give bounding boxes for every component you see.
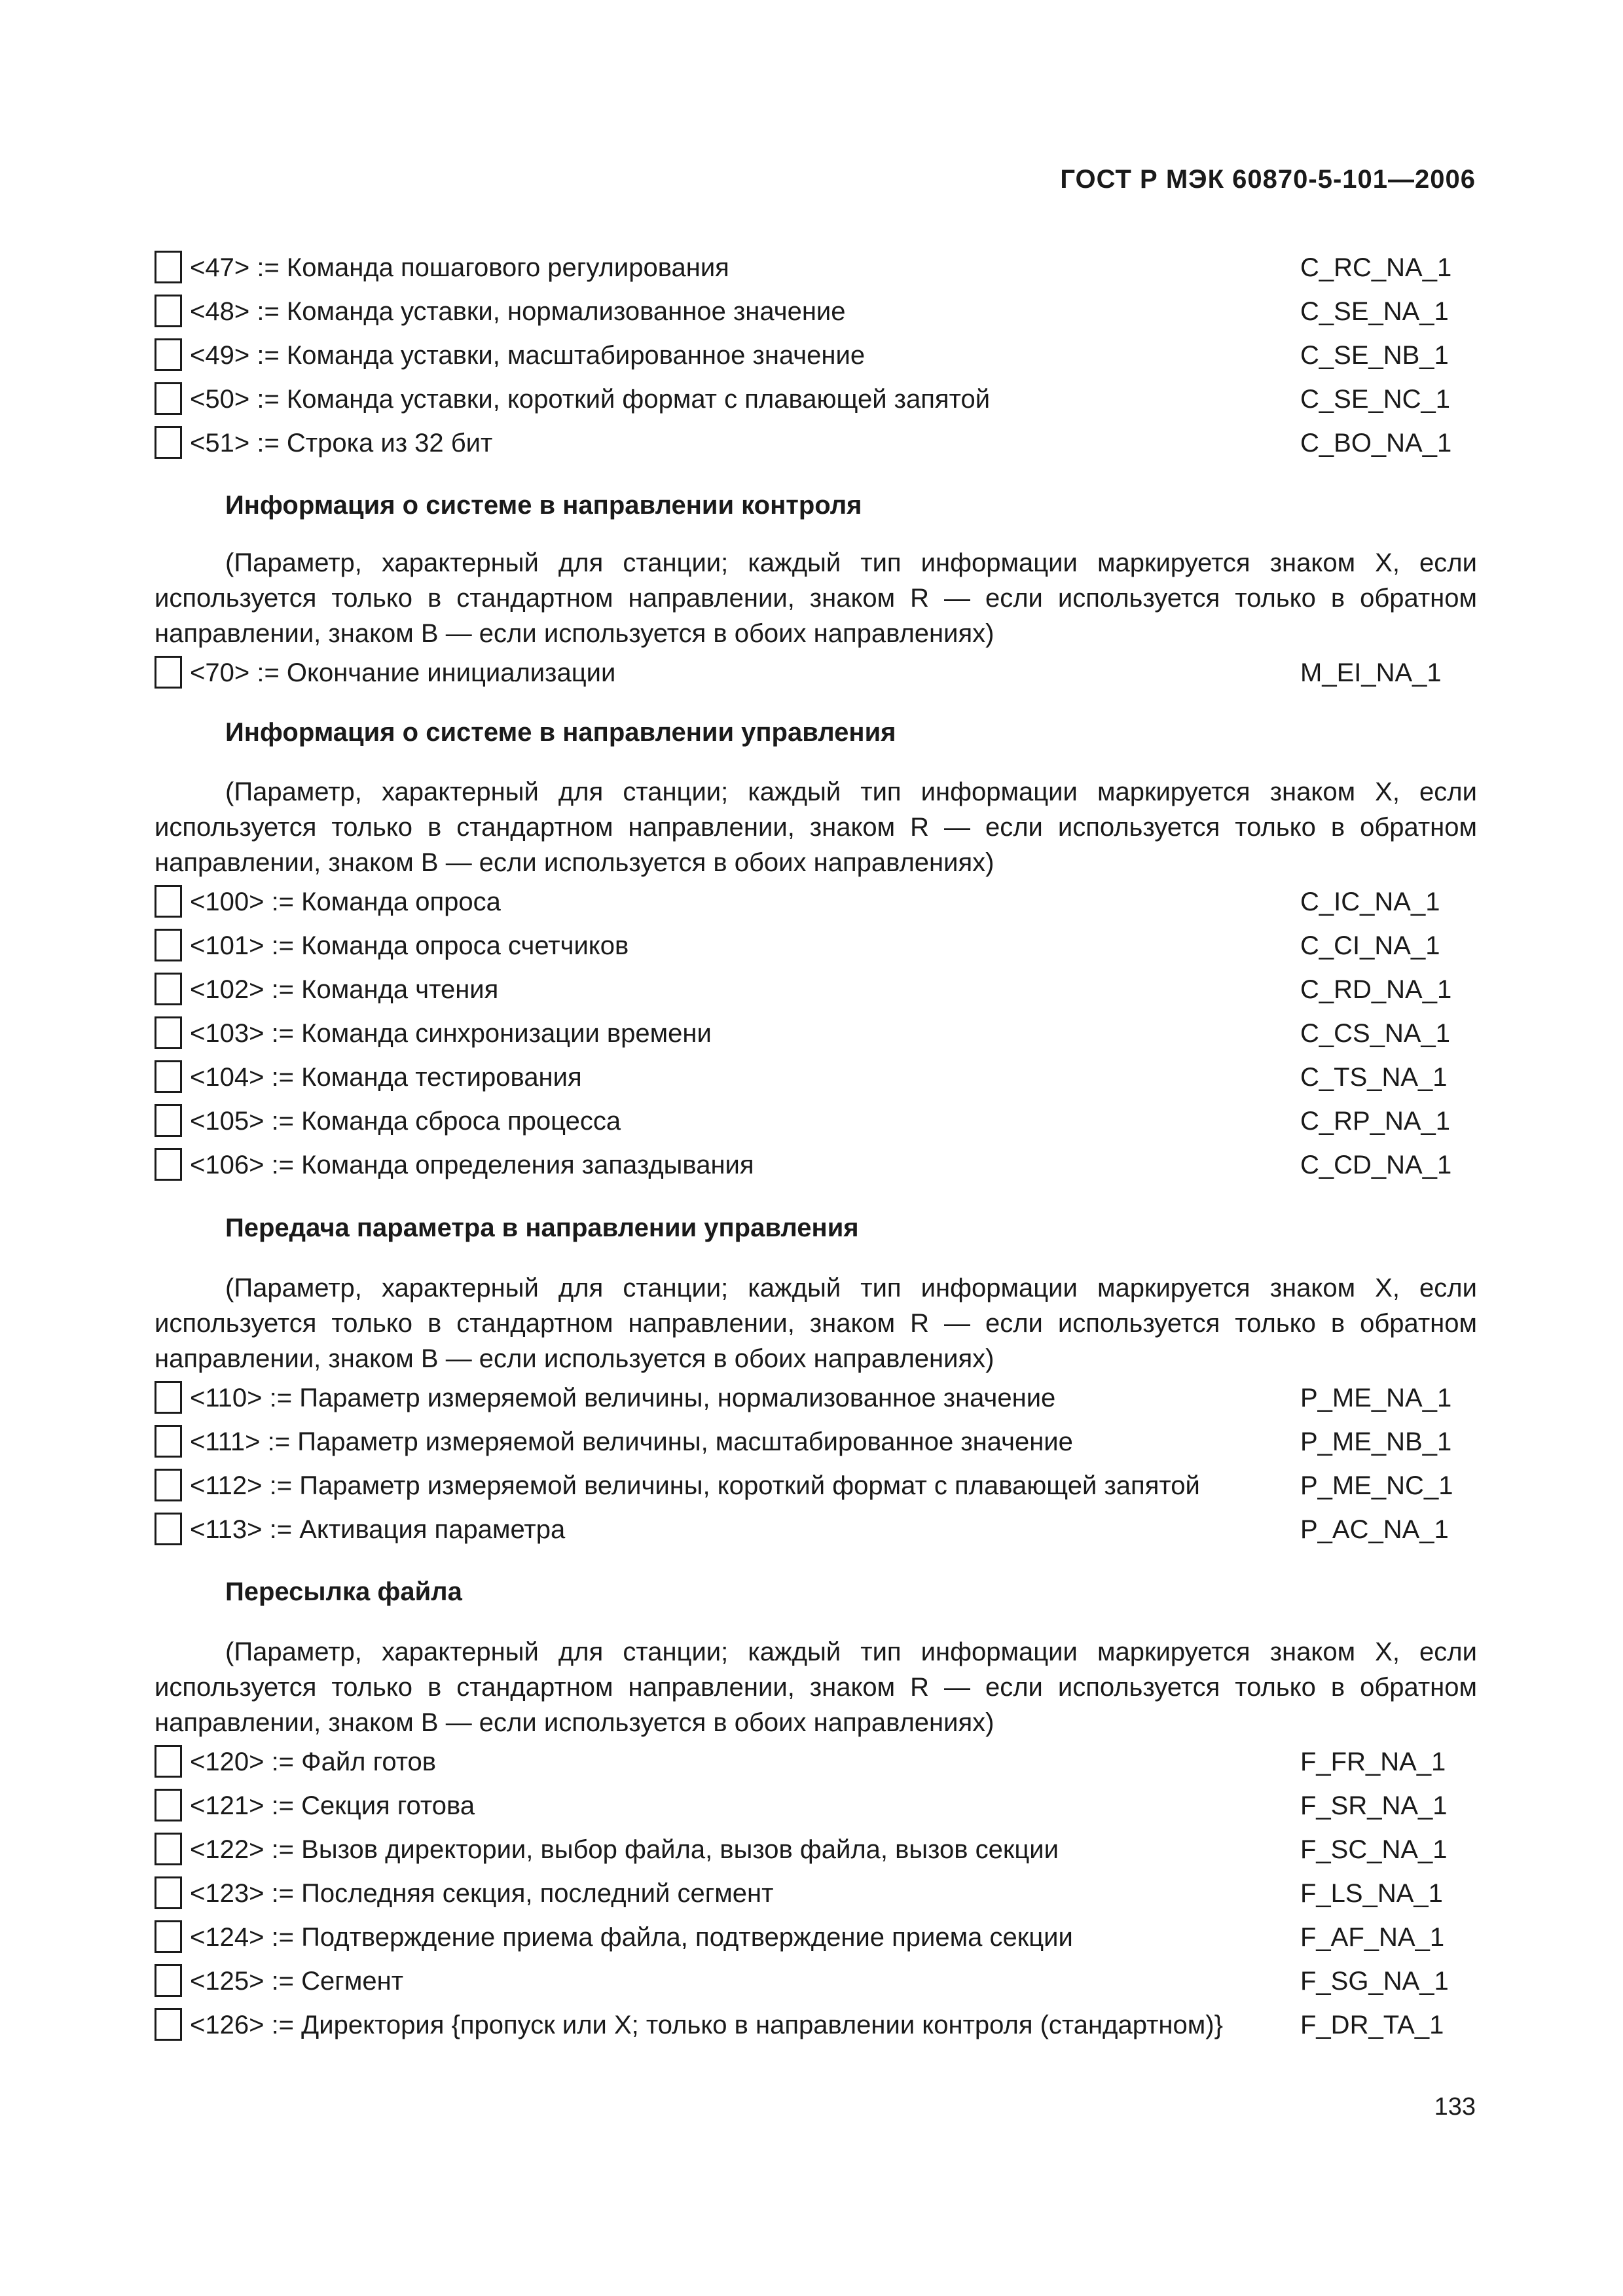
item-description: <125> := Сегмент [190,1967,404,1996]
type-checkbox[interactable] [155,656,182,689]
list-item [155,1016,1477,1053]
list-item [155,382,1477,419]
list-item [155,1920,1477,1957]
list-item [155,1060,1477,1097]
item-description: <121> := Секция готова [190,1791,475,1820]
item-code: C_RP_NA_1 [1300,1107,1451,1136]
type-checkbox[interactable] [155,338,182,371]
type-checkbox[interactable] [155,1833,182,1865]
item-code: F_LS_NA_1 [1300,1879,1443,1908]
item-code: F_AF_NA_1 [1300,1923,1445,1952]
section-title: Передача параметра в направлении управления [225,1213,859,1242]
item-description: <106> := Команда определения запаздывания [190,1151,754,1179]
type-checkbox[interactable] [155,1513,182,1545]
item-code: C_RD_NA_1 [1300,975,1452,1004]
item-description: <104> := Команда тестирования [190,1063,582,1092]
section-title: Пересылка файла [225,1577,462,1606]
list-item [155,1789,1477,1825]
item-code: P_ME_NA_1 [1300,1384,1452,1412]
type-checkbox[interactable] [155,1920,182,1953]
list-item [155,1104,1477,1141]
item-code: C_RC_NA_1 [1300,253,1452,282]
item-code: F_FR_NA_1 [1300,1748,1446,1776]
list-item [155,426,1477,463]
item-code: P_AC_NA_1 [1300,1515,1449,1544]
section-note: (Параметр, характерный для станции; каждый тип информации маркируется знаком X, если используется только в стандартном направлении, знаком R — если используется только в обратном направлении, знаком B — если используется в обоих направлениях) [155,1274,1477,1373]
list-item [155,929,1477,965]
item-description: <105> := Команда сброса процесса [190,1107,621,1136]
list-item [155,656,1477,692]
list-item [155,295,1477,331]
type-checkbox[interactable] [155,251,182,283]
section-note: (Параметр, характерный для станции; каждый тип информации маркируется знаком X, если используется только в стандартном направлении, знаком R — если используется только в обратном направлении, знаком B — если используется в обоих направлениях) [155,778,1477,877]
type-checkbox[interactable] [155,1148,182,1181]
section-title: Информация о системе в направлении управления [225,718,896,747]
type-checkbox[interactable] [155,1016,182,1049]
item-description: <111> := Параметр измеряемой величины, масштабированное значение [190,1427,1073,1456]
type-checkbox[interactable] [155,1104,182,1137]
item-description: <120> := Файл готов [190,1748,437,1776]
list-item [155,1964,1477,2001]
type-checkbox[interactable] [155,1425,182,1458]
item-code: F_SR_NA_1 [1300,1791,1448,1820]
list-item [155,2008,1477,2045]
item-description: <113> := Активация параметра [190,1515,566,1544]
type-checkbox[interactable] [155,426,182,459]
list-item [155,1469,1477,1505]
type-checkbox[interactable] [155,1469,182,1501]
list-item [155,885,1477,922]
type-checkbox[interactable] [155,1381,182,1414]
type-checkbox[interactable] [155,885,182,918]
type-checkbox[interactable] [155,2008,182,2041]
list-item [155,1381,1477,1418]
item-description: <70> := Окончание инициализации [190,658,616,687]
item-description: <48> := Команда уставки, нормализованное значение [190,297,846,326]
list-item [155,1876,1477,1913]
item-code: C_SE_NA_1 [1300,297,1449,326]
page-number: 133 [1434,2093,1476,2121]
type-checkbox[interactable] [155,382,182,415]
type-checkbox[interactable] [155,1964,182,1997]
item-description: <126> := Директория {пропуск или X; только в направлении контроля (стандартном)} [190,2011,1223,2039]
item-code: F_SG_NA_1 [1300,1967,1449,1996]
item-code: C_BO_NA_1 [1300,429,1452,457]
item-code: C_CS_NA_1 [1300,1019,1451,1048]
section-note: (Параметр, характерный для станции; каждый тип информации маркируется знаком X, если используется только в стандартном направлении, знаком R — если используется только в обратном направлении, знаком B — если используется в обоих направлениях) [155,1638,1477,1737]
item-code: P_ME_NC_1 [1300,1471,1453,1500]
item-description: <102> := Команда чтения [190,975,499,1004]
item-description: <103> := Команда синхронизации времени [190,1019,712,1048]
type-checkbox[interactable] [155,1876,182,1909]
item-description: <51> := Строка из 32 бит [190,429,493,457]
item-code: C_CI_NA_1 [1300,931,1440,960]
list-item [155,1833,1477,1869]
list-item [155,1148,1477,1185]
list-item [155,1745,1477,1782]
list-item [155,1425,1477,1462]
item-code: C_CD_NA_1 [1300,1151,1452,1179]
item-description: <123> := Последняя секция, последний сегмент [190,1879,774,1908]
section-title: Информация о системе в направлении контроля [225,491,862,520]
item-description: <110> := Параметр измеряемой величины, нормализованное значение [190,1384,1056,1412]
type-checkbox[interactable] [155,1745,182,1778]
item-description: <49> := Команда уставки, масштабированное значение [190,341,866,370]
item-description: <50> := Команда уставки, короткий формат с плавающей запятой [190,385,991,414]
list-item [155,251,1477,287]
item-description: <124> := Подтверждение приема файла, подтверждение приема секции [190,1923,1073,1952]
item-description: <100> := Команда опроса [190,888,501,916]
item-code: M_EI_NA_1 [1300,658,1442,687]
type-checkbox[interactable] [155,973,182,1005]
type-checkbox[interactable] [155,929,182,961]
list-item [155,1513,1477,1549]
item-code: P_ME_NB_1 [1300,1427,1452,1456]
item-code: F_SC_NA_1 [1300,1835,1448,1864]
type-checkbox[interactable] [155,295,182,327]
item-description: <122> := Вызов директории, выбор файла, вызов файла, вызов секции [190,1835,1059,1864]
list-item [155,338,1477,375]
item-description: <47> := Команда пошагового регулирования [190,253,729,282]
section-note: (Параметр, характерный для станции; каждый тип информации маркируется знаком X, если используется только в стандартном направлении, знаком R — если используется только в обратном направлении, знаком B — если используется в обоих направлениях) [155,548,1477,648]
item-code: F_DR_TA_1 [1300,2011,1444,2039]
list-item [155,973,1477,1009]
standard-header: ГОСТ Р МЭК 60870-5-101—2006 [1060,165,1476,194]
item-description: <112> := Параметр измеряемой величины, короткий формат с плавающей запятой [190,1471,1200,1500]
item-description: <101> := Команда опроса счетчиков [190,931,629,960]
type-checkbox[interactable] [155,1060,182,1093]
item-code: C_TS_NA_1 [1300,1063,1448,1092]
item-code: C_SE_NC_1 [1300,385,1451,414]
type-checkbox[interactable] [155,1789,182,1821]
item-code: C_SE_NB_1 [1300,341,1449,370]
item-code: C_IC_NA_1 [1300,888,1440,916]
